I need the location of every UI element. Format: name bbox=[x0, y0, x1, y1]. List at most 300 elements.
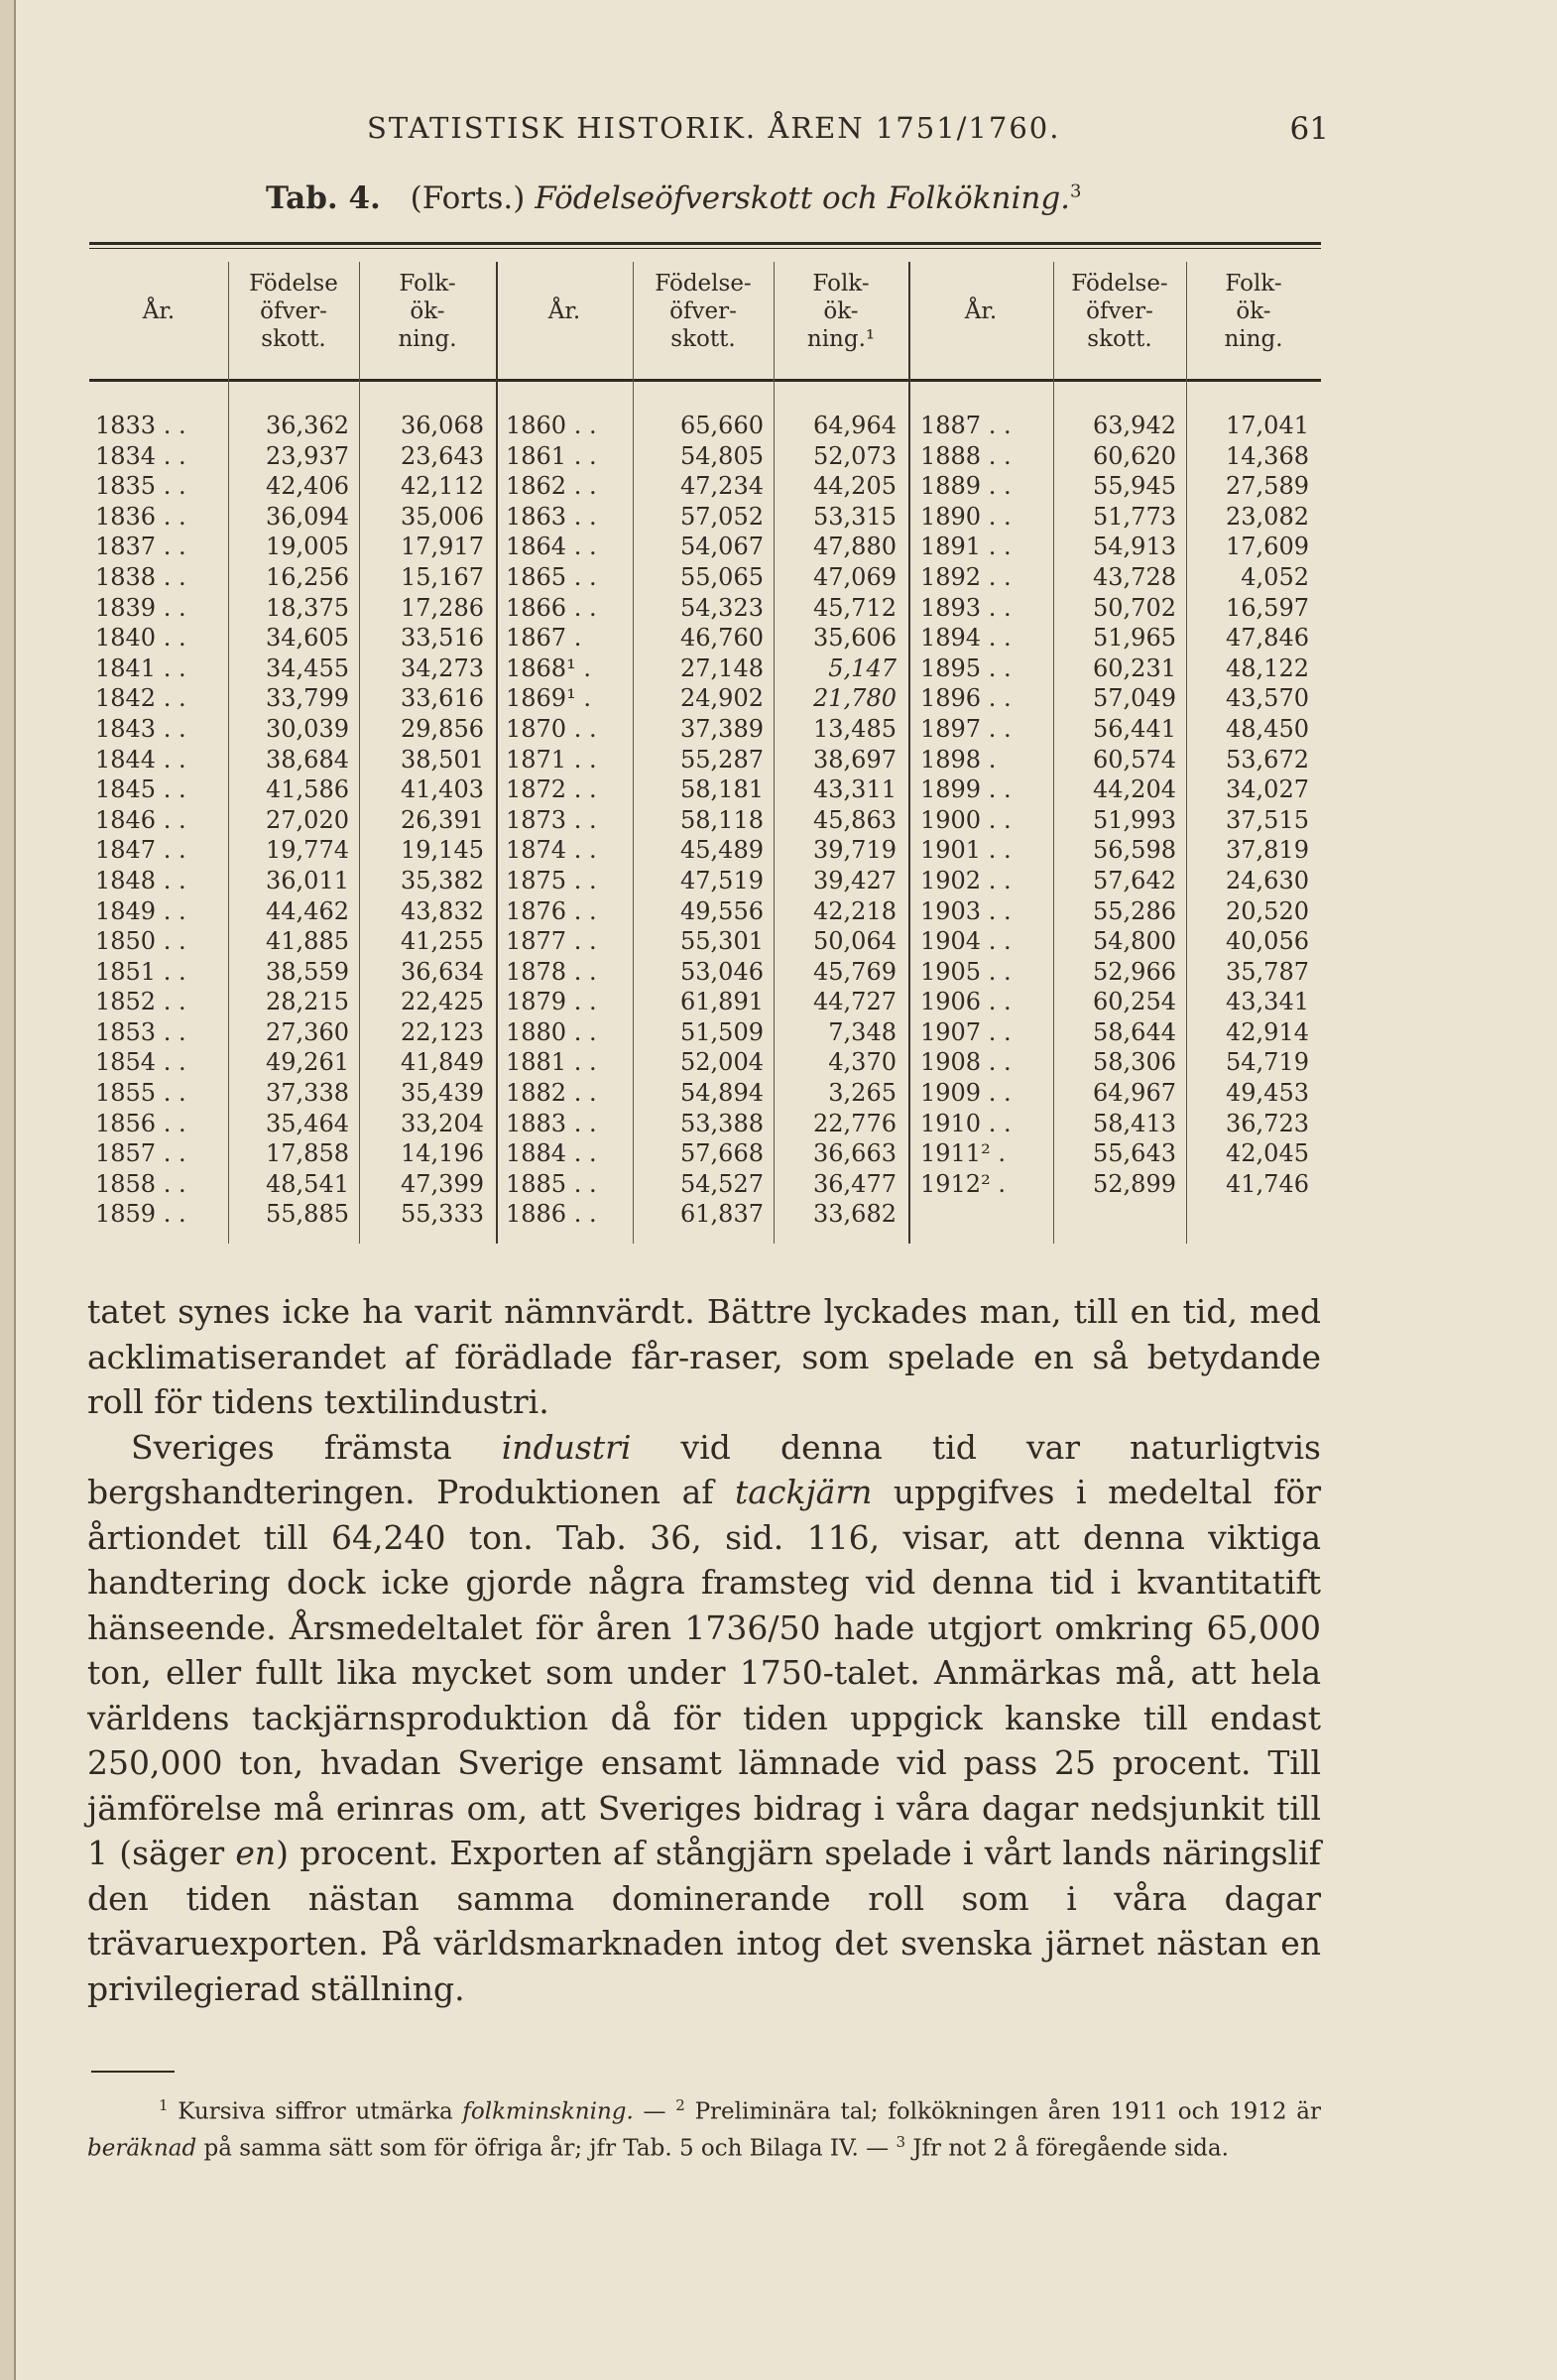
birth-surplus-cell: 41,586 bbox=[266, 775, 349, 804]
text-run: Sveriges främsta bbox=[131, 1427, 502, 1467]
growth-cell: 22,776 bbox=[813, 1109, 897, 1137]
table-continued: (Forts.) bbox=[410, 180, 526, 216]
birth-surplus-cell: 24,902 bbox=[680, 684, 764, 713]
birth-surplus-cell: 49,261 bbox=[266, 1048, 349, 1077]
year-cell: 1854 . . bbox=[95, 1048, 186, 1077]
year-cell: 1907 . . bbox=[920, 1017, 1012, 1046]
year-cell: 1850 . . bbox=[95, 927, 186, 956]
year-cell: 1881 . . bbox=[506, 1048, 597, 1077]
birth-surplus-cell: 55,885 bbox=[266, 1200, 349, 1229]
growth-cell: 38,697 bbox=[813, 745, 897, 774]
emphasis: beräknad bbox=[87, 2135, 197, 2162]
footnote-mark: 3 bbox=[896, 2132, 906, 2151]
birth-surplus-cell: 16,256 bbox=[266, 562, 349, 591]
growth-cell: 23,643 bbox=[401, 441, 484, 470]
birth-surplus-cell: 52,899 bbox=[1093, 1169, 1176, 1198]
text-run: Kursiva siffror utmärka bbox=[168, 2098, 463, 2125]
growth-cell: 35,606 bbox=[813, 624, 897, 653]
table-top-rule bbox=[89, 242, 1321, 245]
growth-cell: 33,516 bbox=[401, 624, 484, 653]
growth-cell: 44,205 bbox=[813, 472, 897, 501]
birth-surplus-cell: 58,644 bbox=[1093, 1017, 1176, 1046]
header-birth-surplus bbox=[228, 270, 359, 353]
year-cell: 1841 . . bbox=[95, 654, 186, 682]
year-cell: 1879 . . bbox=[506, 988, 597, 1016]
year-cell: 1871 . . bbox=[506, 745, 597, 774]
birth-surplus-cell: 56,598 bbox=[1093, 836, 1176, 865]
birth-surplus-column bbox=[1053, 411, 1176, 1199]
year-cell: 1859 . . bbox=[95, 1200, 186, 1229]
growth-cell: 7,348 bbox=[828, 1017, 897, 1046]
birth-surplus-cell: 55,301 bbox=[680, 927, 764, 956]
birth-surplus-cell: 37,338 bbox=[266, 1079, 349, 1108]
year-cell: 1884 . . bbox=[506, 1139, 597, 1168]
growth-cell: 33,682 bbox=[813, 1200, 897, 1229]
year-cell: 1864 . . bbox=[506, 533, 597, 561]
birth-surplus-cell: 41,885 bbox=[266, 927, 349, 956]
header-line: ning. bbox=[1224, 326, 1283, 352]
year-cell: 1860 . . bbox=[506, 412, 597, 439]
growth-cell: 48,450 bbox=[1226, 714, 1309, 743]
growth-cell: 35,787 bbox=[1226, 957, 1309, 986]
growth-cell: 23,082 bbox=[1226, 502, 1309, 531]
growth-cell: 49,453 bbox=[1226, 1079, 1309, 1108]
header-birth-surplus bbox=[633, 270, 774, 353]
growth-cell: 5,147 bbox=[828, 654, 897, 682]
table-header-rule bbox=[89, 379, 1321, 382]
text-run: Jfr not 2 å föregående sida. bbox=[905, 2135, 1229, 2162]
footnote-mark: 1 bbox=[159, 2096, 169, 2114]
year-cell: 1901 . . bbox=[920, 836, 1012, 865]
year-cell: 1833 . . bbox=[95, 412, 186, 439]
growth-cell: 14,196 bbox=[401, 1139, 484, 1168]
birth-surplus-cell: 64,967 bbox=[1093, 1079, 1176, 1108]
growth-cell: 42,218 bbox=[813, 896, 897, 925]
birth-surplus-cell: 19,005 bbox=[266, 533, 349, 561]
growth-cell: 39,719 bbox=[813, 836, 897, 865]
year-column bbox=[920, 411, 1051, 1199]
year-cell: 1908 . . bbox=[920, 1048, 1012, 1077]
birth-surplus-cell: 17,858 bbox=[266, 1139, 349, 1168]
growth-cell: 53,672 bbox=[1226, 745, 1309, 774]
text-run: på samma sätt som för öfriga år; jfr Tab. 5 och Bilaga IV. — bbox=[196, 2135, 897, 2162]
growth-cell: 36,477 bbox=[813, 1169, 897, 1198]
birth-surplus-cell: 65,660 bbox=[680, 412, 764, 439]
growth-cell: 43,311 bbox=[813, 775, 897, 804]
birth-surplus-cell: 48,541 bbox=[266, 1169, 349, 1198]
table-title: Födelseöfverskott och Folkökning. bbox=[535, 180, 1071, 216]
header-line: Folk- bbox=[399, 271, 456, 297]
year-cell: 1880 . . bbox=[506, 1017, 597, 1046]
growth-column bbox=[359, 411, 484, 1230]
year-cell: 1910 . . bbox=[920, 1109, 1012, 1137]
year-cell: 1882 . . bbox=[506, 1079, 597, 1108]
growth-cell: 64,964 bbox=[813, 412, 897, 439]
header-line: ning.¹ bbox=[806, 326, 876, 352]
year-cell: 1853 . . bbox=[95, 1017, 186, 1046]
year-cell: 1909 . . bbox=[920, 1079, 1012, 1108]
birth-surplus-cell: 55,286 bbox=[1093, 896, 1176, 925]
block-divider bbox=[908, 262, 910, 1244]
text-run: Preliminära tal; folkökningen åren 1911 och 1912 är bbox=[684, 2098, 1321, 2125]
birth-surplus-cell: 54,800 bbox=[1093, 927, 1176, 956]
running-head bbox=[367, 111, 1329, 155]
growth-column bbox=[1186, 411, 1309, 1199]
birth-surplus-cell: 60,231 bbox=[1093, 654, 1176, 682]
growth-cell: 41,849 bbox=[401, 1048, 484, 1077]
footnotes bbox=[87, 2090, 1321, 2163]
growth-cell: 3,265 bbox=[828, 1079, 897, 1108]
birth-surplus-cell: 53,388 bbox=[680, 1109, 764, 1137]
year-cell: 1911² . bbox=[920, 1139, 1006, 1168]
birth-surplus-cell: 52,966 bbox=[1093, 957, 1176, 986]
birth-surplus-cell: 18,375 bbox=[266, 593, 349, 622]
growth-cell: 36,663 bbox=[813, 1139, 897, 1168]
growth-cell: 29,856 bbox=[401, 714, 484, 743]
header-line: skott. bbox=[261, 326, 326, 352]
text-run: uppgifves i medeltal för årtiondet till 64,240 ton. Tab. 36, sid. 116, visar, att denna viktiga handtering dock icke gjorde några framsteg vid denna tid i kvantitatift hänseende. Årsmedeltalet för åren 1736/50 hade utgjort omkring 65,000 ton, eller fullt lika mycket som under 1750-talet. Anmärkas må, att hela världens tackjärnsproduktion då för tiden uppgick kanske till endast 250,000 ton, hvadan Sverige ensamt lämnade vid pass 25 procent. Till jämförelse må erinras om, att Sveriges bidrag i våra dagar nedsjunkit till 1 (säger bbox=[87, 1473, 1321, 1872]
text-run: vid denna tid var naturligtvis bergshandteringen. Produktionen af bbox=[87, 1427, 1321, 1511]
birth-surplus-cell: 27,020 bbox=[266, 805, 349, 834]
running-head-title: STATISTISK HISTORIK. ÅREN 1751/1760. bbox=[367, 111, 1061, 145]
growth-cell: 22,123 bbox=[401, 1017, 484, 1046]
footnote-rule bbox=[91, 2071, 175, 2073]
birth-surplus-cell: 55,945 bbox=[1093, 472, 1176, 501]
header-year: År. bbox=[142, 298, 176, 324]
birth-surplus-cell: 54,894 bbox=[680, 1079, 764, 1108]
growth-cell: 39,427 bbox=[813, 866, 897, 894]
birth-surplus-cell: 44,462 bbox=[266, 896, 349, 925]
emphasis: en bbox=[235, 1834, 277, 1872]
header-line: Folk- bbox=[1225, 271, 1282, 297]
growth-cell: 37,819 bbox=[1226, 836, 1309, 865]
growth-cell: 45,769 bbox=[813, 957, 897, 986]
birth-surplus-cell: 57,668 bbox=[680, 1139, 764, 1168]
growth-cell: 21,780 bbox=[813, 684, 897, 713]
table-title-note-mark: 3 bbox=[1070, 180, 1082, 202]
text-run: — bbox=[633, 2098, 676, 2125]
growth-cell: 43,341 bbox=[1226, 988, 1309, 1016]
growth-cell: 14,368 bbox=[1226, 441, 1309, 470]
body-text bbox=[87, 1289, 1321, 2011]
header-line: Födelse- bbox=[1071, 271, 1168, 297]
growth-cell: 47,846 bbox=[1226, 624, 1309, 653]
paragraph: tatet synes icke ha varit nämnvärdt. Bättre lyckades man, till en tid, med acklimatiserandet af förädlade får-raser, som spelade en så betydande roll för tidens textilindustri. bbox=[87, 1292, 1321, 1421]
header-line: skott. bbox=[670, 326, 736, 352]
growth-cell: 34,027 bbox=[1226, 775, 1309, 804]
birth-surplus-cell: 55,643 bbox=[1093, 1139, 1176, 1168]
year-cell: 1867 . bbox=[506, 624, 582, 653]
header-line: ning. bbox=[398, 326, 457, 352]
birth-surplus-cell: 47,519 bbox=[680, 866, 764, 894]
year-cell: 1900 . . bbox=[920, 805, 1012, 834]
growth-cell: 4,052 bbox=[1241, 562, 1309, 591]
year-cell: 1869¹ . bbox=[506, 684, 591, 713]
birth-surplus-cell: 44,204 bbox=[1093, 775, 1176, 804]
birth-surplus-cell: 36,011 bbox=[266, 866, 349, 894]
year-cell: 1855 . . bbox=[95, 1079, 186, 1108]
year-cell: 1885 . . bbox=[506, 1169, 597, 1198]
growth-cell: 34,273 bbox=[401, 654, 484, 682]
birth-surplus-cell: 55,287 bbox=[680, 745, 764, 774]
header-line: öfver- bbox=[1086, 298, 1153, 324]
birth-surplus-cell: 56,441 bbox=[1093, 714, 1176, 743]
emphasis: folkminskning. bbox=[462, 2098, 634, 2125]
year-cell: 1905 . . bbox=[920, 957, 1012, 986]
year-cell: 1906 . . bbox=[920, 988, 1012, 1016]
year-cell: 1899 . . bbox=[920, 775, 1012, 804]
birth-surplus-cell: 23,937 bbox=[266, 441, 349, 470]
year-cell: 1895 . . bbox=[920, 654, 1012, 682]
birth-surplus-cell: 19,774 bbox=[266, 836, 349, 865]
birth-surplus-cell: 51,965 bbox=[1093, 624, 1176, 653]
year-cell: 1889 . . bbox=[920, 472, 1012, 501]
growth-cell: 47,880 bbox=[813, 533, 897, 561]
year-cell: 1858 . . bbox=[95, 1169, 186, 1198]
statistics-table bbox=[89, 242, 1321, 1250]
birth-surplus-cell: 46,760 bbox=[680, 624, 764, 653]
header-line: Födelse bbox=[249, 271, 338, 297]
year-cell: 1842 . . bbox=[95, 684, 186, 713]
growth-cell: 42,112 bbox=[401, 472, 484, 501]
growth-cell: 17,286 bbox=[401, 593, 484, 622]
year-cell: 1897 . . bbox=[920, 714, 1012, 743]
birth-surplus-cell: 54,805 bbox=[680, 441, 764, 470]
growth-cell: 35,006 bbox=[401, 502, 484, 531]
birth-surplus-cell: 27,148 bbox=[680, 654, 764, 682]
growth-cell: 38,501 bbox=[401, 745, 484, 774]
birth-surplus-cell: 47,234 bbox=[680, 472, 764, 501]
birth-surplus-cell: 42,406 bbox=[266, 472, 349, 501]
year-cell: 1838 . . bbox=[95, 562, 186, 591]
birth-surplus-cell: 57,052 bbox=[680, 502, 764, 531]
header-line: ök- bbox=[1236, 298, 1271, 324]
birth-surplus-cell: 33,799 bbox=[266, 684, 349, 713]
year-cell: 1847 . . bbox=[95, 836, 186, 865]
year-cell: 1848 . . bbox=[95, 866, 186, 894]
growth-cell: 35,382 bbox=[401, 866, 484, 894]
year-cell: 1863 . . bbox=[506, 502, 597, 531]
year-cell: 1862 . . bbox=[506, 472, 597, 501]
year-cell: 1912² . bbox=[920, 1169, 1006, 1198]
year-cell: 1877 . . bbox=[506, 927, 597, 956]
year-cell: 1868¹ . bbox=[506, 654, 591, 682]
growth-cell: 40,056 bbox=[1226, 927, 1309, 956]
growth-cell: 15,167 bbox=[401, 562, 484, 591]
growth-cell: 53,315 bbox=[813, 502, 897, 531]
header-year: År. bbox=[547, 298, 581, 324]
header-growth bbox=[359, 270, 496, 353]
growth-cell: 36,068 bbox=[401, 412, 484, 439]
year-cell: 1872 . . bbox=[506, 775, 597, 804]
birth-surplus-cell: 53,046 bbox=[680, 957, 764, 986]
growth-cell: 4,370 bbox=[828, 1048, 897, 1077]
birth-surplus-cell: 63,942 bbox=[1093, 412, 1176, 439]
year-cell: 1851 . . bbox=[95, 957, 186, 986]
birth-surplus-cell: 58,118 bbox=[680, 805, 764, 834]
growth-cell: 37,515 bbox=[1226, 805, 1309, 834]
growth-cell: 19,145 bbox=[401, 836, 484, 865]
growth-cell: 47,069 bbox=[813, 562, 897, 591]
table-top-rule-thin bbox=[89, 248, 1321, 249]
birth-surplus-cell: 57,049 bbox=[1093, 684, 1176, 713]
year-cell: 1834 . . bbox=[95, 441, 186, 470]
year-cell: 1902 . . bbox=[920, 866, 1012, 894]
growth-cell: 44,727 bbox=[813, 988, 897, 1016]
year-cell: 1837 . . bbox=[95, 533, 186, 561]
birth-surplus-cell: 37,389 bbox=[680, 714, 764, 743]
birth-surplus-cell: 61,891 bbox=[680, 988, 764, 1016]
year-cell: 1875 . . bbox=[506, 866, 597, 894]
header-line: ök- bbox=[823, 298, 859, 324]
year-cell: 1836 . . bbox=[95, 502, 186, 531]
table-number: Tab. 4. bbox=[266, 180, 381, 216]
header-line: skott. bbox=[1087, 326, 1152, 352]
growth-cell: 17,609 bbox=[1226, 533, 1309, 561]
growth-cell: 43,570 bbox=[1226, 684, 1309, 713]
page-number: 61 bbox=[1289, 111, 1329, 147]
year-cell: 1845 . . bbox=[95, 775, 186, 804]
page-edge bbox=[0, 0, 16, 2380]
growth-cell: 41,746 bbox=[1226, 1169, 1309, 1198]
growth-cell: 22,425 bbox=[401, 988, 484, 1016]
birth-surplus-cell: 51,509 bbox=[680, 1017, 764, 1046]
year-cell: 1888 . . bbox=[920, 441, 1012, 470]
birth-surplus-cell: 51,993 bbox=[1093, 805, 1176, 834]
year-cell: 1846 . . bbox=[95, 805, 186, 834]
birth-surplus-cell: 54,913 bbox=[1093, 533, 1176, 561]
year-cell: 1904 . . bbox=[920, 927, 1012, 956]
birth-surplus-cell: 28,215 bbox=[266, 988, 349, 1016]
birth-surplus-cell: 61,837 bbox=[680, 1200, 764, 1229]
year-column bbox=[506, 411, 631, 1230]
paragraph bbox=[87, 1425, 1321, 2012]
block-divider bbox=[496, 262, 498, 1244]
year-cell: 1886 . . bbox=[506, 1200, 597, 1229]
year-cell: 1903 . . bbox=[920, 896, 1012, 925]
birth-surplus-cell: 27,360 bbox=[266, 1017, 349, 1046]
growth-cell: 13,485 bbox=[813, 714, 897, 743]
text-run: ) procent. Exporten af stångjärn spelade i vårt lands näringslif den tiden nästan samma dominerande roll som i våra dagar trävaruexporten. På världsmarknaden intog det svenska järnet nästan en privilegierad ställning. bbox=[87, 1834, 1322, 2008]
growth-cell: 45,863 bbox=[813, 805, 897, 834]
growth-cell: 43,832 bbox=[401, 896, 484, 925]
growth-column bbox=[774, 411, 897, 1230]
year-cell: 1883 . . bbox=[506, 1109, 597, 1137]
birth-surplus-cell: 36,362 bbox=[266, 412, 349, 439]
year-cell: 1852 . . bbox=[95, 988, 186, 1016]
year-cell: 1843 . . bbox=[95, 714, 186, 743]
header-growth bbox=[774, 270, 908, 353]
birth-surplus-column bbox=[633, 411, 764, 1230]
growth-cell: 36,723 bbox=[1226, 1109, 1309, 1137]
footnote-text bbox=[87, 2090, 1321, 2163]
growth-cell: 33,204 bbox=[401, 1109, 484, 1137]
growth-cell: 47,399 bbox=[401, 1169, 484, 1198]
birth-surplus-cell: 58,181 bbox=[680, 775, 764, 804]
year-cell: 1876 . . bbox=[506, 896, 597, 925]
growth-cell: 45,712 bbox=[813, 593, 897, 622]
header-line: Födelse- bbox=[655, 271, 752, 297]
year-cell: 1865 . . bbox=[506, 562, 597, 591]
year-cell: 1840 . . bbox=[95, 624, 186, 653]
year-cell: 1844 . . bbox=[95, 745, 186, 774]
birth-surplus-cell: 54,323 bbox=[680, 593, 764, 622]
year-cell: 1887 . . bbox=[920, 412, 1012, 439]
year-cell: 1893 . . bbox=[920, 593, 1012, 622]
year-cell: 1849 . . bbox=[95, 896, 186, 925]
growth-cell: 48,122 bbox=[1226, 654, 1309, 682]
birth-surplus-cell: 30,039 bbox=[266, 714, 349, 743]
birth-surplus-cell: 43,728 bbox=[1093, 562, 1176, 591]
year-cell: 1898 . bbox=[920, 745, 997, 774]
header-line: ök- bbox=[410, 298, 445, 324]
emphasis: tackjärn bbox=[735, 1473, 873, 1511]
year-column bbox=[95, 411, 224, 1230]
growth-cell: 54,719 bbox=[1226, 1048, 1309, 1077]
birth-surplus-cell: 58,413 bbox=[1093, 1109, 1176, 1137]
growth-cell: 42,045 bbox=[1226, 1139, 1309, 1168]
birth-surplus-cell: 49,556 bbox=[680, 896, 764, 925]
growth-cell: 41,403 bbox=[401, 775, 484, 804]
header-line: öfver- bbox=[260, 298, 327, 324]
birth-surplus-cell: 57,642 bbox=[1093, 866, 1176, 894]
birth-surplus-cell: 60,620 bbox=[1093, 441, 1176, 470]
growth-cell: 52,073 bbox=[813, 441, 897, 470]
birth-surplus-cell: 54,527 bbox=[680, 1169, 764, 1198]
birth-surplus-cell: 38,684 bbox=[266, 745, 349, 774]
year-cell: 1835 . . bbox=[95, 472, 186, 501]
year-cell: 1878 . . bbox=[506, 957, 597, 986]
header-line: öfver- bbox=[669, 298, 737, 324]
year-cell: 1861 . . bbox=[506, 441, 597, 470]
header-line: Folk- bbox=[812, 271, 870, 297]
footnote-mark: 2 bbox=[675, 2096, 685, 2114]
growth-cell: 41,255 bbox=[401, 927, 484, 956]
birth-surplus-cell: 36,094 bbox=[266, 502, 349, 531]
emphasis: industri bbox=[501, 1427, 632, 1467]
birth-surplus-cell: 35,464 bbox=[266, 1109, 349, 1137]
birth-surplus-cell: 38,559 bbox=[266, 957, 349, 986]
growth-cell: 50,064 bbox=[813, 927, 897, 956]
year-cell: 1894 . . bbox=[920, 624, 1012, 653]
growth-cell: 17,041 bbox=[1226, 412, 1309, 439]
year-cell: 1873 . . bbox=[506, 805, 597, 834]
year-cell: 1866 . . bbox=[506, 593, 597, 622]
birth-surplus-cell: 60,254 bbox=[1093, 988, 1176, 1016]
header-birth-surplus bbox=[1053, 270, 1186, 353]
table-caption bbox=[266, 180, 1082, 216]
growth-cell: 42,914 bbox=[1226, 1017, 1309, 1046]
growth-cell: 20,520 bbox=[1226, 896, 1309, 925]
growth-cell: 36,634 bbox=[401, 957, 484, 986]
growth-cell: 27,589 bbox=[1226, 472, 1309, 501]
birth-surplus-cell: 50,702 bbox=[1093, 593, 1176, 622]
year-cell: 1874 . . bbox=[506, 836, 597, 865]
birth-surplus-cell: 58,306 bbox=[1093, 1048, 1176, 1077]
year-cell: 1839 . . bbox=[95, 593, 186, 622]
growth-cell: 16,597 bbox=[1226, 593, 1309, 622]
birth-surplus-cell: 45,489 bbox=[680, 836, 764, 865]
birth-surplus-cell: 52,004 bbox=[680, 1048, 764, 1077]
growth-cell: 26,391 bbox=[401, 805, 484, 834]
birth-surplus-cell: 34,455 bbox=[266, 654, 349, 682]
birth-surplus-cell: 54,067 bbox=[680, 533, 764, 561]
birth-surplus-cell: 55,065 bbox=[680, 562, 764, 591]
birth-surplus-cell: 34,605 bbox=[266, 624, 349, 653]
header-growth bbox=[1186, 270, 1321, 353]
year-cell: 1891 . . bbox=[920, 533, 1012, 561]
year-cell: 1857 . . bbox=[95, 1139, 186, 1168]
